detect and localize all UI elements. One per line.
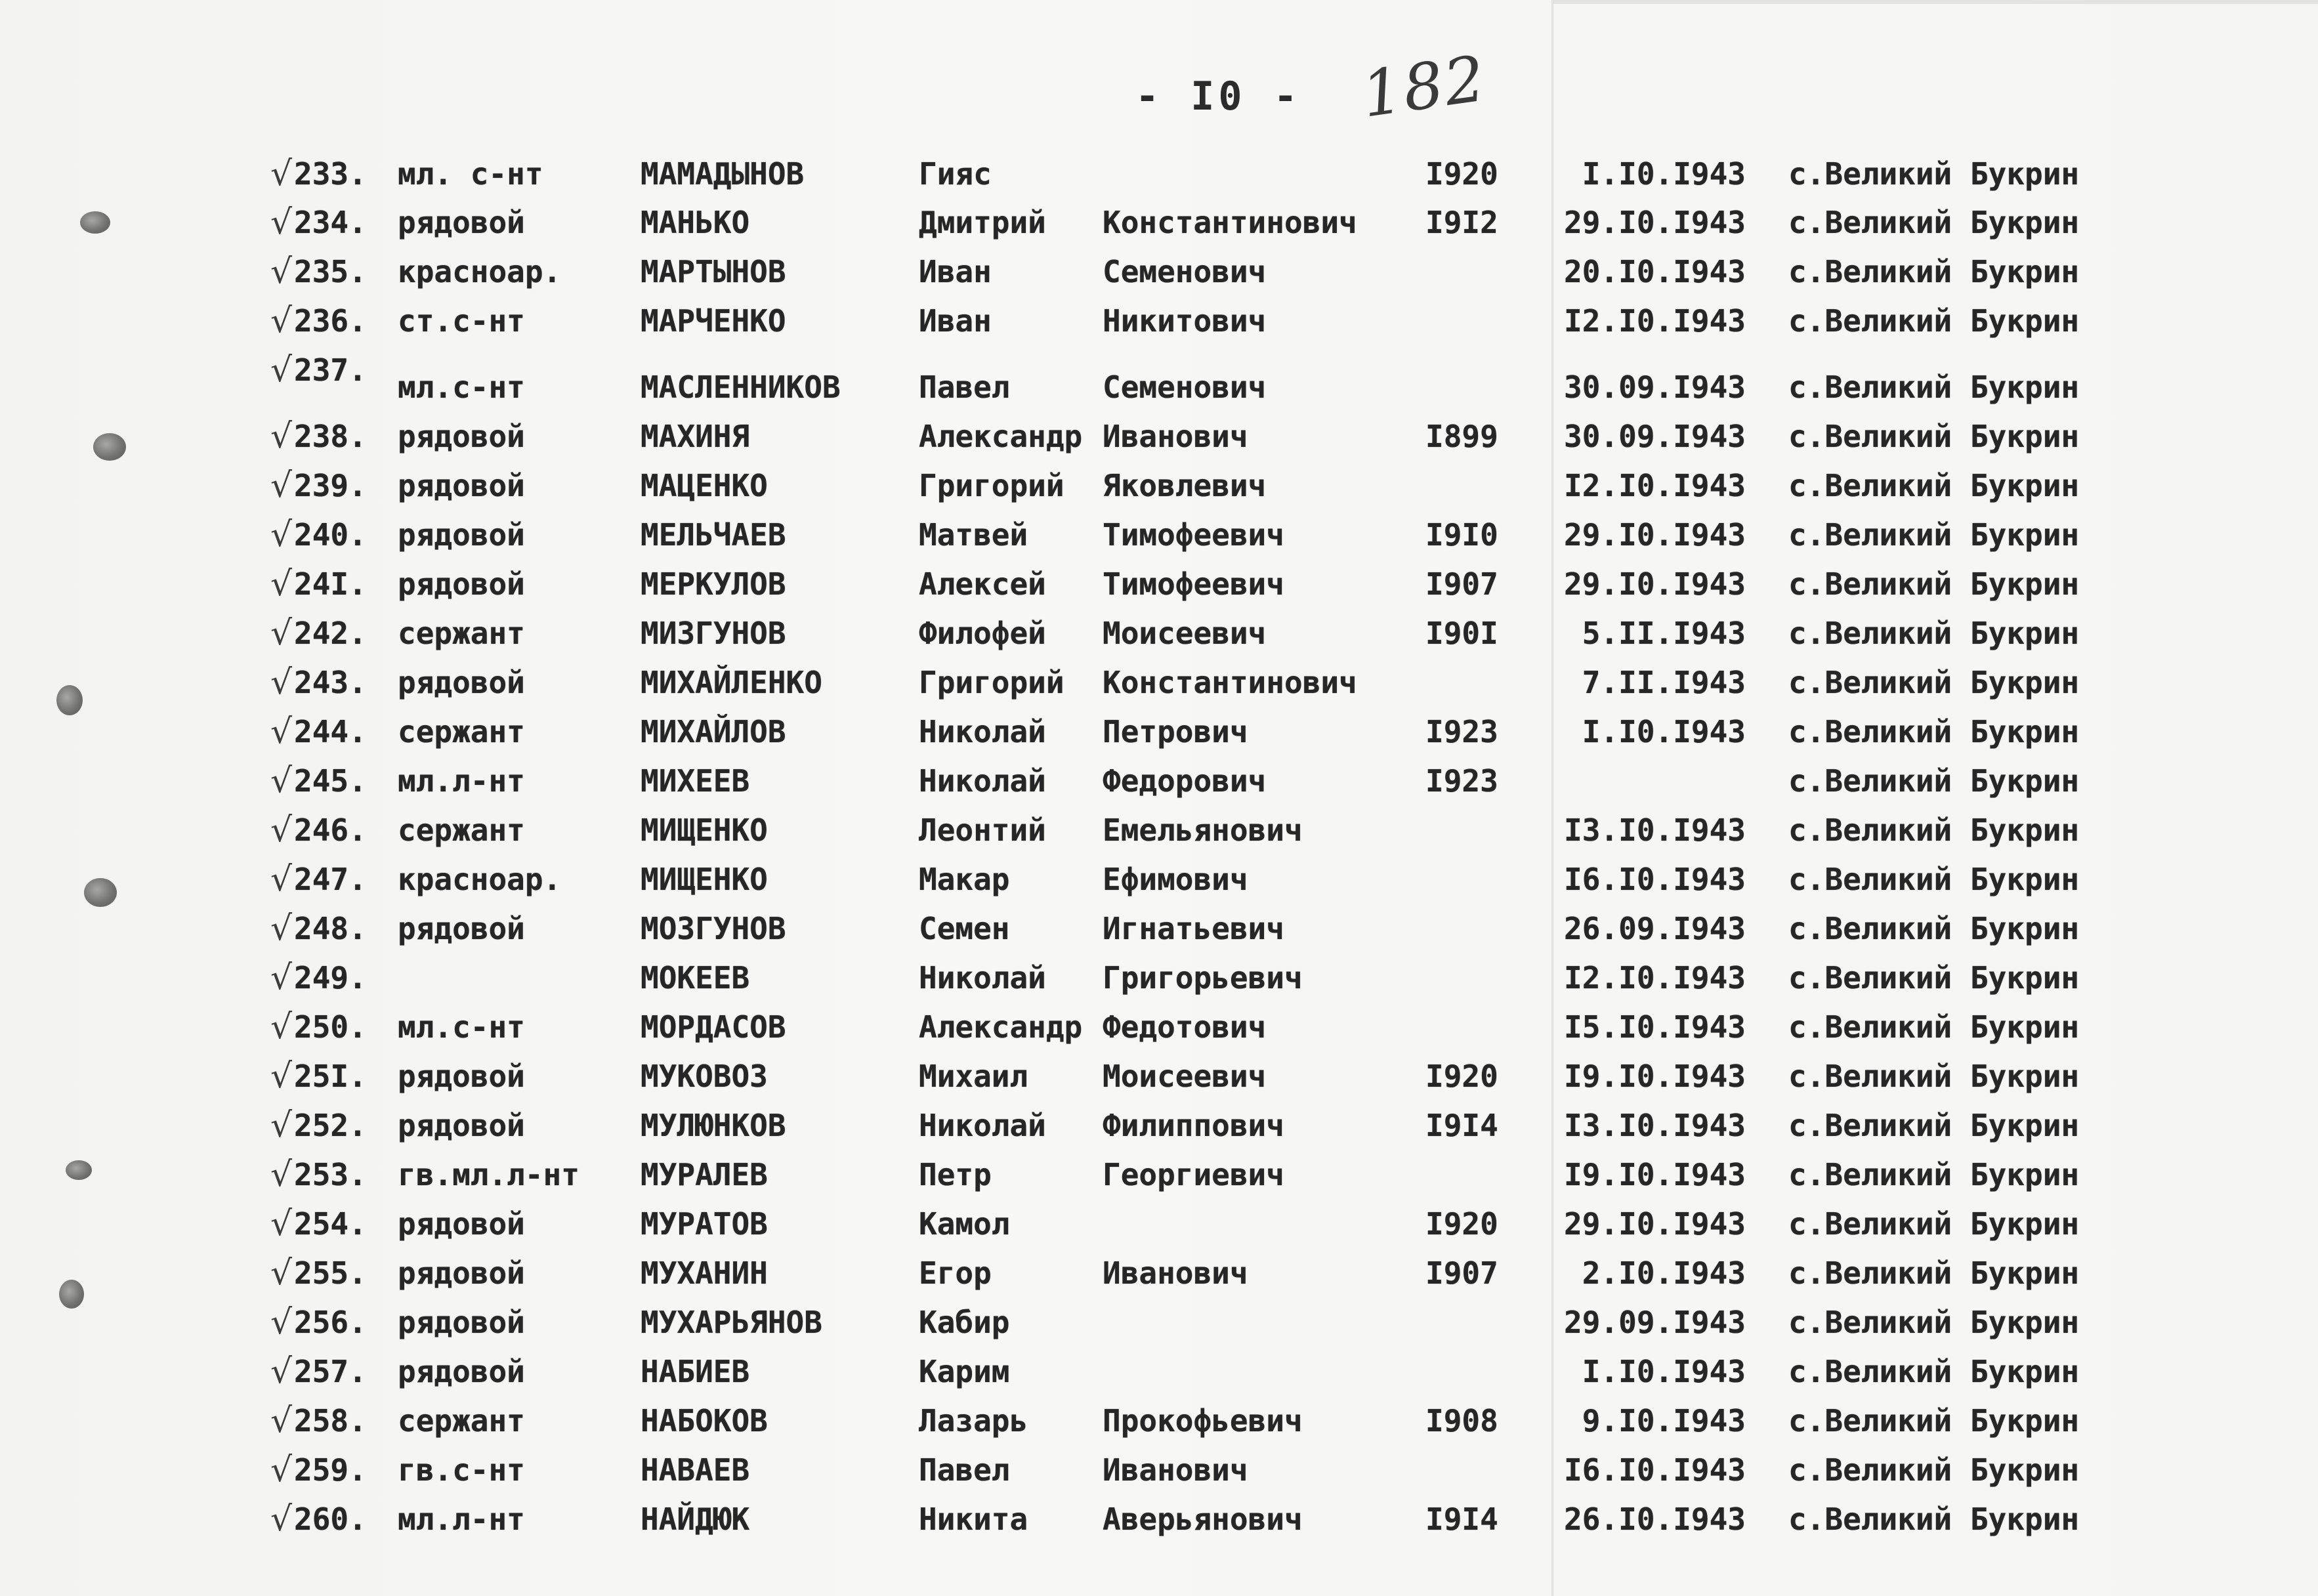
date-of-death: 30.09.I943 — [1564, 419, 1746, 454]
burial-place: с.Великий Букрин — [1788, 862, 2080, 897]
table-row — [0, 757, 2318, 806]
birth-year: I908 — [1425, 1403, 1498, 1438]
date-of-death: 2.I0.I943 — [1582, 1255, 1746, 1291]
entry-number: 24I. — [294, 566, 367, 602]
patronymic: Игнатьевич — [1103, 911, 1284, 946]
table-row — [0, 609, 2318, 658]
burial-place: с.Великий Букрин — [1788, 1502, 2080, 1537]
table-row — [0, 904, 2318, 954]
date-of-death: 29.I0.I943 — [1564, 517, 1746, 553]
surname: МИЩЕНКО — [641, 812, 768, 848]
burial-place: с.Великий Букрин — [1788, 714, 2080, 749]
first-name: Михаил — [919, 1059, 1028, 1094]
patronymic: Аверьянович — [1103, 1502, 1303, 1537]
birth-year: I899 — [1425, 419, 1498, 454]
table-row — [0, 1298, 2318, 1347]
first-name: Гияс — [919, 156, 992, 192]
date-of-death: I2.I0.I943 — [1564, 960, 1746, 996]
birth-year: I920 — [1425, 156, 1498, 192]
surname: МАМАДЫНОВ — [641, 156, 805, 192]
table-row — [0, 350, 2318, 412]
table-row — [0, 1446, 2318, 1495]
entry-number: 257. — [294, 1354, 367, 1389]
entry-number: 235. — [294, 254, 367, 289]
surname: НАЙДЮК — [641, 1502, 750, 1537]
date-of-death: 29.I0.I943 — [1564, 1206, 1746, 1242]
birth-year: I920 — [1425, 1206, 1498, 1242]
check-mark: √ — [270, 1450, 293, 1490]
patronymic: Тимофеевич — [1103, 566, 1284, 602]
surname: МИЗГУНОВ — [641, 616, 786, 651]
check-mark: √ — [270, 958, 293, 998]
first-name: Александр — [919, 1009, 1083, 1045]
burial-place: с.Великий Букрин — [1788, 1305, 2080, 1340]
military-rank: рядовой — [398, 1108, 525, 1143]
check-mark: √ — [270, 1253, 293, 1293]
surname: МОРДАСОВ — [641, 1009, 786, 1045]
date-of-death: I3.I0.I943 — [1564, 812, 1746, 848]
date-of-death: 26.09.I943 — [1564, 911, 1746, 946]
patronymic: Федорович — [1103, 763, 1267, 799]
military-rank: рядовой — [398, 517, 525, 553]
patronymic: Никитович — [1103, 303, 1267, 339]
burial-place: с.Великий Букрин — [1788, 369, 2080, 405]
date-of-death: 29.I0.I943 — [1564, 566, 1746, 602]
check-mark: √ — [270, 564, 293, 604]
check-mark: √ — [270, 1007, 293, 1047]
date-of-death: I6.I0.I943 — [1564, 1452, 1746, 1488]
entry-number: 249. — [294, 960, 367, 996]
patronymic: Яковлевич — [1103, 468, 1267, 503]
military-rank: ст.с-нт — [398, 303, 525, 339]
entry-number: 247. — [294, 862, 367, 897]
date-of-death: I9.I0.I943 — [1564, 1059, 1746, 1094]
table-row — [0, 1052, 2318, 1101]
check-mark: √ — [270, 1401, 293, 1440]
table-row — [0, 658, 2318, 707]
patronymic: Филиппович — [1103, 1108, 1284, 1143]
check-mark: √ — [270, 350, 293, 390]
first-name: Николай — [919, 1108, 1046, 1143]
table-row — [0, 954, 2318, 1003]
entry-number: 253. — [294, 1157, 367, 1192]
burial-place: с.Великий Букрин — [1788, 517, 2080, 553]
entry-number: 259. — [294, 1452, 367, 1488]
table-row — [0, 511, 2318, 560]
surname: МУХАНИН — [641, 1255, 768, 1291]
burial-place: с.Великий Букрин — [1788, 1157, 2080, 1192]
table-row — [0, 560, 2318, 609]
burial-place: с.Великий Букрин — [1788, 1255, 2080, 1291]
check-mark: √ — [270, 1106, 293, 1145]
check-mark: √ — [270, 301, 293, 341]
military-rank: сержант — [398, 812, 525, 848]
surname: НАБИЕВ — [641, 1354, 750, 1389]
entry-number: 243. — [294, 665, 367, 700]
table-row — [0, 1396, 2318, 1446]
entry-number: 252. — [294, 1108, 367, 1143]
surname: МИХАЙЛЕНКО — [641, 665, 822, 700]
surname: МЕЛЬЧАЕВ — [641, 517, 786, 553]
check-mark: √ — [270, 1303, 293, 1342]
entry-number: 236. — [294, 303, 367, 339]
check-mark: √ — [270, 252, 293, 291]
first-name: Филофей — [919, 616, 1046, 651]
military-rank: гв.с-нт — [398, 1452, 525, 1488]
first-name: Иван — [919, 254, 992, 289]
table-row — [0, 855, 2318, 904]
military-rank: рядовой — [398, 419, 525, 454]
entry-number: 244. — [294, 714, 367, 749]
date-of-death: 9.I0.I943 — [1582, 1403, 1746, 1438]
burial-place: с.Великий Букрин — [1788, 205, 2080, 240]
military-rank: рядовой — [398, 1255, 525, 1291]
first-name: Дмитрий — [919, 205, 1046, 240]
first-name: Иван — [919, 303, 992, 339]
date-of-death: I.I0.I943 — [1582, 156, 1746, 192]
handwritten-archive-number: 182 — [1357, 41, 1491, 132]
burial-place: с.Великий Букрин — [1788, 1403, 2080, 1438]
burial-place: с.Великий Букрин — [1788, 960, 2080, 996]
date-of-death: I5.I0.I943 — [1564, 1009, 1746, 1045]
date-of-death: I6.I0.I943 — [1564, 862, 1746, 897]
patronymic: Иванович — [1103, 1255, 1248, 1291]
page-number: - I0 - — [1135, 74, 1301, 119]
first-name: Макар — [919, 862, 1010, 897]
check-mark: √ — [270, 154, 293, 194]
patronymic: Константинович — [1103, 205, 1357, 240]
patronymic: Григорьевич — [1103, 960, 1303, 996]
entry-number: 256. — [294, 1305, 367, 1340]
birth-year: I9I2 — [1425, 205, 1498, 240]
burial-place: с.Великий Букрин — [1788, 911, 2080, 946]
date-of-death: 20.I0.I943 — [1564, 254, 1746, 289]
military-rank: рядовой — [398, 911, 525, 946]
surname: МУХАРЬЯНОВ — [641, 1305, 822, 1340]
first-name: Петр — [919, 1157, 992, 1192]
military-rank: рядовой — [398, 665, 525, 700]
burial-place: с.Великий Букрин — [1788, 566, 2080, 602]
burial-place: с.Великий Букрин — [1788, 1452, 2080, 1488]
table-row — [0, 806, 2318, 855]
first-name: Григорий — [919, 468, 1064, 503]
check-mark: √ — [270, 860, 293, 899]
surname: МИХАЙЛОВ — [641, 714, 786, 749]
entry-number: 246. — [294, 812, 367, 848]
table-row — [0, 198, 2318, 247]
patronymic: Моисеевич — [1103, 1059, 1267, 1094]
date-of-death: I.I0.I943 — [1582, 714, 1746, 749]
first-name: Григорий — [919, 665, 1064, 700]
patronymic: Федотович — [1103, 1009, 1267, 1045]
military-rank: мл.л-нт — [398, 763, 525, 799]
entry-number: 234. — [294, 205, 367, 240]
first-name: Павел — [919, 369, 1010, 405]
birth-year: I907 — [1425, 566, 1498, 602]
check-mark: √ — [270, 515, 293, 555]
military-rank: красноар. — [398, 254, 562, 289]
entry-number: 238. — [294, 419, 367, 454]
patronymic: Прокофьевич — [1103, 1403, 1303, 1438]
patronymic: Константинович — [1103, 665, 1357, 700]
first-name: Никита — [919, 1502, 1028, 1537]
military-rank: сержант — [398, 1403, 525, 1438]
check-mark: √ — [270, 761, 293, 801]
table-row — [0, 412, 2318, 461]
entry-number: 258. — [294, 1403, 367, 1438]
check-mark: √ — [270, 203, 293, 242]
entry-number: 237. — [294, 352, 367, 388]
date-of-death: I.I0.I943 — [1582, 1354, 1746, 1389]
burial-place: с.Великий Букрин — [1788, 1108, 2080, 1143]
birth-year: I923 — [1425, 714, 1498, 749]
military-rank: рядовой — [398, 205, 525, 240]
check-mark: √ — [270, 663, 293, 702]
surname: МАХИНЯ — [641, 419, 750, 454]
military-rank: мл.л-нт — [398, 1502, 525, 1537]
surname: МУРАТОВ — [641, 1206, 768, 1242]
table-row — [0, 1495, 2318, 1544]
military-rank: сержант — [398, 714, 525, 749]
patronymic: Семенович — [1103, 369, 1267, 405]
military-rank: рядовой — [398, 1354, 525, 1389]
entry-number: 240. — [294, 517, 367, 553]
entry-number: 260. — [294, 1502, 367, 1537]
birth-year: I9I0 — [1425, 517, 1498, 553]
first-name: Николай — [919, 763, 1046, 799]
check-mark: √ — [270, 1352, 293, 1391]
burial-place: с.Великий Букрин — [1788, 1354, 2080, 1389]
entry-number: 239. — [294, 468, 367, 503]
birth-year: I923 — [1425, 763, 1498, 799]
patronymic: Петрович — [1103, 714, 1248, 749]
burial-place: с.Великий Букрин — [1788, 156, 2080, 192]
first-name: Камол — [919, 1206, 1010, 1242]
first-name: Александр — [919, 419, 1083, 454]
date-of-death: I2.I0.I943 — [1564, 468, 1746, 503]
patronymic: Ефимович — [1103, 862, 1248, 897]
patronymic: Георгиевич — [1103, 1157, 1284, 1192]
first-name: Алексей — [919, 566, 1046, 602]
check-mark: √ — [270, 1057, 293, 1096]
military-rank: рядовой — [398, 1059, 525, 1094]
burial-place: с.Великий Букрин — [1788, 254, 2080, 289]
check-mark: √ — [270, 909, 293, 948]
check-mark: √ — [270, 614, 293, 653]
military-rank: мл.с-нт — [398, 1009, 525, 1045]
burial-place: с.Великий Букрин — [1788, 665, 2080, 700]
date-of-death: 29.I0.I943 — [1564, 205, 1746, 240]
date-of-death: I2.I0.I943 — [1564, 303, 1746, 339]
birth-year: I9I4 — [1425, 1108, 1498, 1143]
burial-place: с.Великий Букрин — [1788, 468, 2080, 503]
burial-place: с.Великий Букрин — [1788, 616, 2080, 651]
date-of-death: 7.II.I943 — [1582, 665, 1746, 700]
check-mark: √ — [270, 1204, 293, 1244]
check-mark: √ — [270, 1155, 293, 1194]
table-row — [0, 297, 2318, 346]
date-of-death: I9.I0.I943 — [1564, 1157, 1746, 1192]
military-rank: мл. с-нт — [398, 156, 543, 192]
date-of-death: 29.09.I943 — [1564, 1305, 1746, 1340]
first-name: Николай — [919, 960, 1046, 996]
surname: МИЩЕНКО — [641, 862, 768, 897]
entry-number: 248. — [294, 911, 367, 946]
burial-place: с.Великий Букрин — [1788, 1059, 2080, 1094]
check-mark: √ — [270, 712, 293, 751]
table-row — [0, 150, 2318, 199]
military-rank: мл.с-нт — [398, 369, 525, 405]
birth-year: I9I4 — [1425, 1502, 1498, 1537]
table-row — [0, 707, 2318, 757]
birth-year: I90I — [1425, 616, 1498, 651]
date-of-death: 5.II.I943 — [1582, 616, 1746, 651]
table-row — [0, 1347, 2318, 1396]
burial-place: с.Великий Букрин — [1788, 419, 2080, 454]
entry-number: 250. — [294, 1009, 367, 1045]
burial-place: с.Великий Букрин — [1788, 1009, 2080, 1045]
patronymic: Емельянович — [1103, 812, 1303, 848]
surname: МУРАЛЕВ — [641, 1157, 768, 1192]
table-row — [0, 1003, 2318, 1052]
burial-place: с.Великий Букрин — [1788, 812, 2080, 848]
surname: МОКЕЕВ — [641, 960, 750, 996]
surname: МИХЕЕВ — [641, 763, 750, 799]
first-name: Семен — [919, 911, 1010, 946]
table-row — [0, 1150, 2318, 1200]
first-name: Кабир — [919, 1305, 1010, 1340]
patronymic: Иванович — [1103, 1452, 1248, 1488]
military-rank: рядовой — [398, 1305, 525, 1340]
entry-number: 245. — [294, 763, 367, 799]
date-of-death: 30.09.I943 — [1564, 369, 1746, 405]
military-rank: рядовой — [398, 566, 525, 602]
first-name: Егор — [919, 1255, 992, 1291]
surname: МОЗГУНОВ — [641, 911, 786, 946]
table-row — [0, 1200, 2318, 1249]
patronymic: Иванович — [1103, 419, 1248, 454]
first-name: Николай — [919, 714, 1046, 749]
patronymic: Моисеевич — [1103, 616, 1267, 651]
entry-number: 255. — [294, 1255, 367, 1291]
entry-number: 242. — [294, 616, 367, 651]
surname: МАСЛЕННИКОВ — [641, 369, 841, 405]
surname: МАЦЕНКО — [641, 468, 768, 503]
birth-year: I907 — [1425, 1255, 1498, 1291]
patronymic: Семенович — [1103, 254, 1267, 289]
surname: МАНЬКО — [641, 205, 750, 240]
surname: НАБОКОВ — [641, 1403, 768, 1438]
first-name: Матвей — [919, 517, 1028, 553]
surname: МАРЧЕНКО — [641, 303, 786, 339]
check-mark: √ — [270, 417, 293, 456]
table-row — [0, 1101, 2318, 1150]
entry-number: 25I. — [294, 1059, 367, 1094]
surname: МУКОВОЗ — [641, 1059, 768, 1094]
birth-year: I920 — [1425, 1059, 1498, 1094]
military-rank: гв.мл.л-нт — [398, 1157, 580, 1192]
check-mark: √ — [270, 1500, 293, 1539]
military-rank: рядовой — [398, 468, 525, 503]
surname: НАВАЕВ — [641, 1452, 750, 1488]
burial-place: с.Великий Букрин — [1788, 303, 2080, 339]
table-row — [0, 1249, 2318, 1298]
entry-number: 254. — [294, 1206, 367, 1242]
first-name: Леонтий — [919, 812, 1046, 848]
surname: МЕРКУЛОВ — [641, 566, 786, 602]
table-row — [0, 247, 2318, 297]
surname: МУЛЮНКОВ — [641, 1108, 786, 1143]
surname: МАРТЫНОВ — [641, 254, 786, 289]
first-name: Карим — [919, 1354, 1010, 1389]
military-rank: сержант — [398, 616, 525, 651]
check-mark: √ — [270, 810, 293, 850]
table-row — [0, 461, 2318, 511]
date-of-death: I3.I0.I943 — [1564, 1108, 1746, 1143]
military-rank: рядовой — [398, 1206, 525, 1242]
patronymic: Тимофеевич — [1103, 517, 1284, 553]
date-of-death: 26.I0.I943 — [1564, 1502, 1746, 1537]
check-mark: √ — [270, 466, 293, 505]
first-name: Лазарь — [919, 1403, 1028, 1438]
first-name: Павел — [919, 1452, 1010, 1488]
entry-number: 233. — [294, 156, 367, 192]
burial-place: с.Великий Букрин — [1788, 1206, 2080, 1242]
military-rank: красноар. — [398, 862, 562, 897]
burial-place: с.Великий Букрин — [1788, 763, 2080, 799]
